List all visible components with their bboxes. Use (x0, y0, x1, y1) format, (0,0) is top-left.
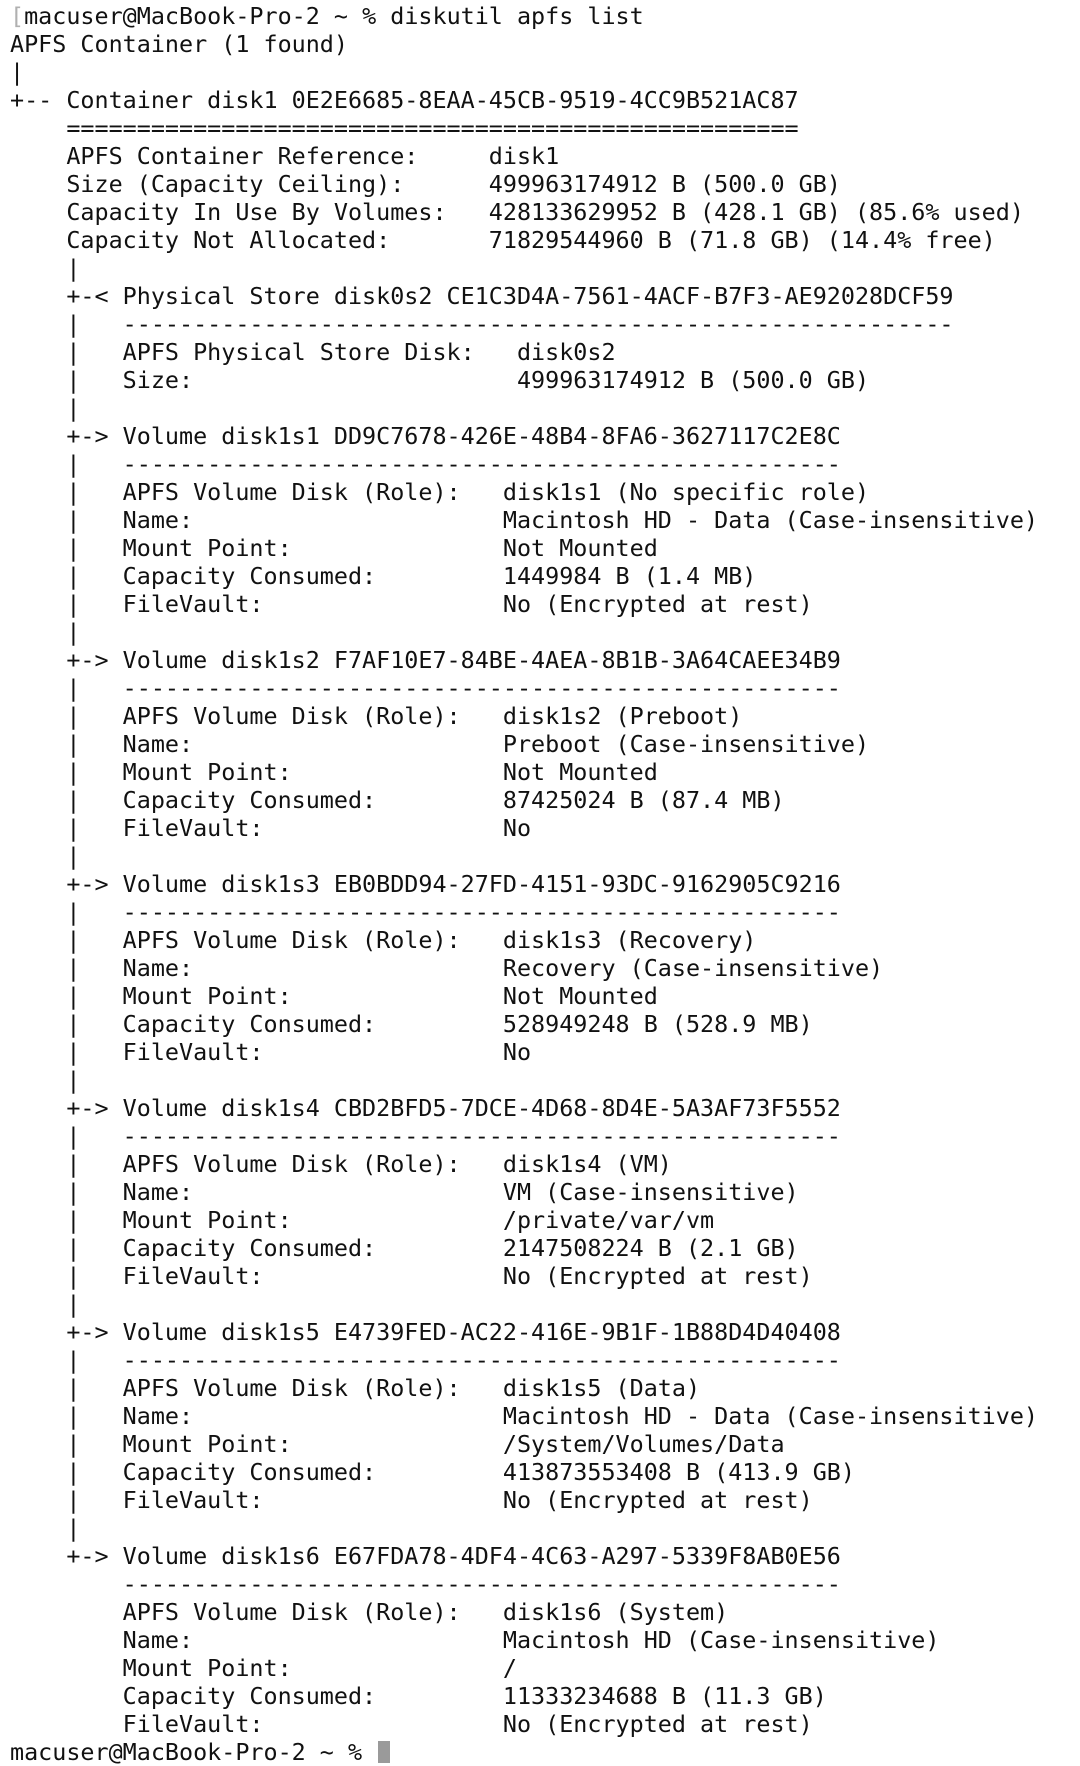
terminal-line: | FileVault: No (10, 1038, 532, 1066)
terminal-line: | --------------------------------------------------- (10, 674, 841, 702)
terminal-line: | (10, 1514, 81, 1542)
terminal-line: | Capacity Consumed: 2147508224 B (2.1 GB) (10, 1234, 799, 1262)
terminal-line: | FileVault: No (10, 814, 532, 842)
terminal-line: Capacity In Use By Volumes: 428133629952 B (428.1 GB) (85.6% used) (10, 198, 1024, 226)
terminal-line: | Name: Macintosh HD - Data (Case-insensitive) (10, 1402, 1039, 1430)
terminal-line: | FileVault: No (Encrypted at rest) (10, 1262, 813, 1290)
terminal-line: | APFS Volume Disk (Role): disk1s5 (Data) (10, 1374, 701, 1402)
terminal-line: | Name: Preboot (Case-insensitive) (10, 730, 870, 758)
terminal-line: Mount Point: / (10, 1654, 517, 1682)
terminal-line: | Name: Macintosh HD - Data (Case-insensitive) (10, 506, 1039, 534)
terminal-line: | Capacity Consumed: 528949248 B (528.9 MB) (10, 1010, 813, 1038)
terminal-line: | APFS Physical Store Disk: disk0s2 (10, 338, 616, 366)
terminal-line: | Capacity Consumed: 413873553408 B (413.9 GB) (10, 1458, 855, 1486)
terminal-line: +-> Volume disk1s6 E67FDA78-4DF4-4C63-A297-5339F8AB0E56 (10, 1542, 841, 1570)
terminal-line: | APFS Volume Disk (Role): disk1s3 (Recovery) (10, 926, 757, 954)
terminal-line: | (10, 254, 81, 282)
terminal-line: FileVault: No (Encrypted at rest) (10, 1710, 813, 1738)
terminal-output (10, 2, 1038, 1766)
terminal-line: | Mount Point: Not Mounted (10, 534, 658, 562)
terminal-line: ==================================================== (10, 114, 799, 142)
terminal-line: Name: Macintosh HD (Case-insensitive) (10, 1626, 940, 1654)
terminal-line: | FileVault: No (Encrypted at rest) (10, 1486, 813, 1514)
terminal-command-line (10, 2, 1038, 30)
terminal-line: | Capacity Consumed: 1449984 B (1.4 MB) (10, 562, 757, 590)
terminal-line: | APFS Volume Disk (Role): disk1s2 (Preboot) (10, 702, 743, 730)
terminal-line: +-- Container disk1 0E2E6685-8EAA-45CB-9519-4CC9B521AC87 (10, 86, 799, 114)
terminal-line: APFS Volume Disk (Role): disk1s6 (System) (10, 1598, 729, 1626)
terminal-line: | --------------------------------------------------- (10, 1122, 841, 1150)
terminal-line: | APFS Volume Disk (Role): disk1s4 (VM) (10, 1150, 672, 1178)
terminal-line: +-< Physical Store disk0s2 CE1C3D4A-7561-4ACF-B7F3-AE92028DCF59 (10, 282, 954, 310)
terminal-line: +-> Volume disk1s3 EB0BDD94-27FD-4151-93DC-9162905C9216 (10, 870, 841, 898)
terminal-line: | (10, 618, 81, 646)
terminal-line: | Mount Point: /private/var/vm (10, 1206, 715, 1234)
prompt-text: macuser@MacBook-Pro-2 ~ % (10, 1738, 377, 1766)
terminal-line: +-> Volume disk1s2 F7AF10E7-84BE-4AEA-8B1B-3A64CAEE34B9 (10, 646, 841, 674)
terminal-prompt-line[interactable] (10, 1738, 1038, 1766)
terminal-line: | (10, 1290, 81, 1318)
terminal-line: APFS Container Reference: disk1 (10, 142, 560, 170)
terminal-line: | (10, 842, 81, 870)
terminal-line: | (10, 394, 81, 422)
terminal-line: | ----------------------------------------------------------- (10, 310, 954, 338)
terminal-line: Size (Capacity Ceiling): 499963174912 B (500.0 GB) (10, 170, 841, 198)
terminal-line: | APFS Volume Disk (Role): disk1s1 (No specific role) (10, 478, 870, 506)
terminal-line: | Mount Point: Not Mounted (10, 982, 658, 1010)
terminal-line: +-> Volume disk1s1 DD9C7678-426E-48B4-8FA6-3627117C2E8C (10, 422, 841, 450)
terminal-line: --------------------------------------------------- (10, 1570, 841, 1598)
terminal-line: | (10, 1066, 81, 1094)
terminal-line: | Capacity Consumed: 87425024 B (87.4 MB) (10, 786, 785, 814)
terminal-line: | Name: VM (Case-insensitive) (10, 1178, 799, 1206)
command-text: macuser@MacBook-Pro-2 ~ % diskutil apfs list (24, 2, 644, 30)
terminal-line: | --------------------------------------------------- (10, 450, 841, 478)
prompt-bracket: [ (10, 2, 25, 30)
terminal-line: +-> Volume disk1s4 CBD2BFD5-7DCE-4D68-8D4E-5A3AF73F5552 (10, 1094, 841, 1122)
terminal-line: Capacity Not Allocated: 71829544960 B (71.8 GB) (14.4% free) (10, 226, 996, 254)
terminal-line: | FileVault: No (Encrypted at rest) (10, 590, 813, 618)
terminal-line: +-> Volume disk1s5 E4739FED-AC22-416E-9B1F-1B88D4D40408 (10, 1318, 841, 1346)
terminal-line: Capacity Consumed: 11333234688 B (11.3 GB) (10, 1682, 827, 1710)
terminal-line: | Size: 499963174912 B (500.0 GB) (10, 366, 870, 394)
terminal-line: | --------------------------------------------------- (10, 1346, 841, 1374)
text-cursor (378, 1741, 390, 1763)
terminal-line: | Name: Recovery (Case-insensitive) (10, 954, 884, 982)
terminal-line: | Mount Point: Not Mounted (10, 758, 658, 786)
terminal-line: | (10, 58, 25, 86)
terminal-line: | Mount Point: /System/Volumes/Data (10, 1430, 785, 1458)
terminal-line: | --------------------------------------------------- (10, 898, 841, 926)
terminal-line: APFS Container (1 found) (10, 30, 348, 58)
